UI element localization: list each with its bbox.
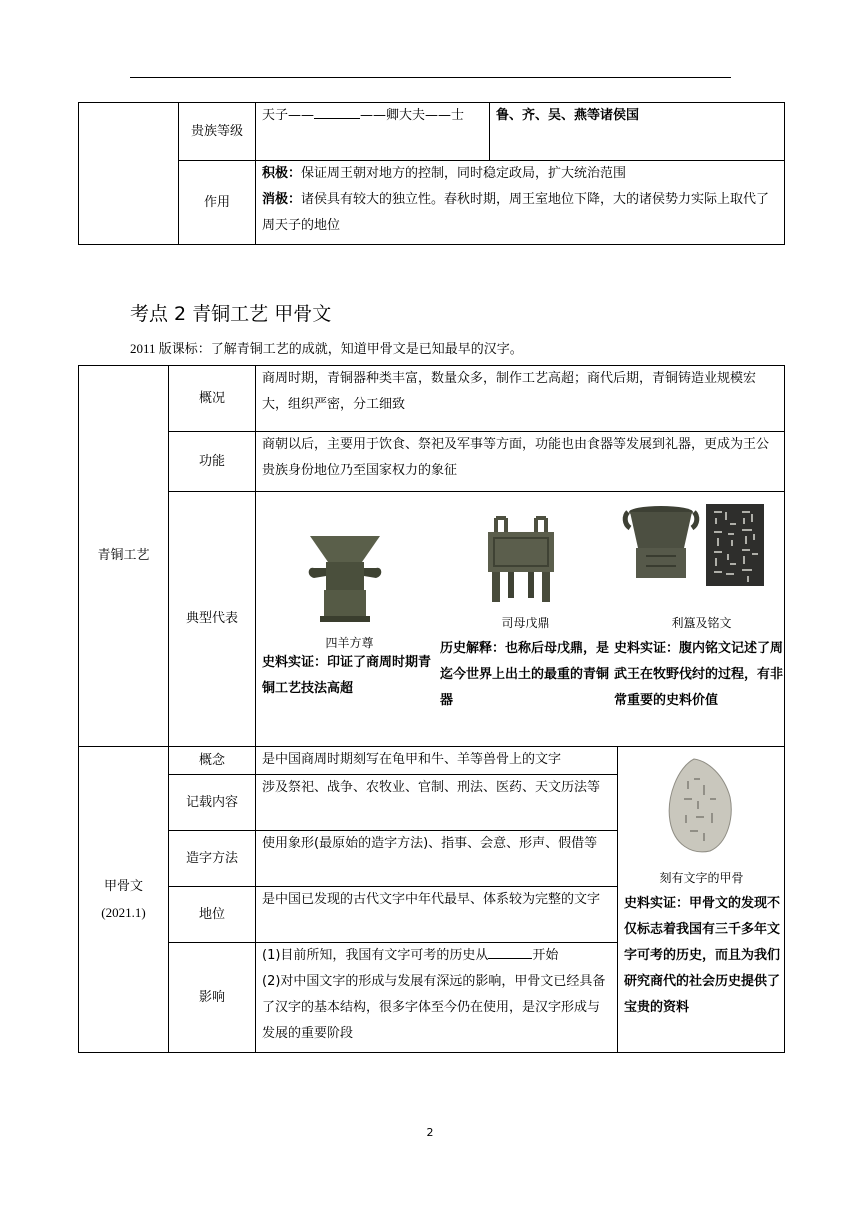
rep-item-siyang bbox=[256, 492, 432, 746]
inscription-rubbing-image bbox=[706, 504, 764, 586]
enfeoffment-table-continued bbox=[78, 102, 785, 245]
page-number: 2 bbox=[426, 1126, 434, 1139]
oracle-image-text: 史料实证：甲骨文的发现不仅标志着我国有三千多年文字可考的历史，而且为我们研究商代的社会历史提供了宝贵的资料 bbox=[624, 896, 781, 1015]
function-label: 功能 bbox=[169, 432, 256, 492]
content-label: 记载内容 bbox=[169, 775, 256, 831]
oracle-bone-image bbox=[664, 757, 736, 855]
overview-text: 商周时期，青铜器种类丰富，数量众多，制作工艺高超；商代后期，青铜铸造业规模宏大，组织严密，分工细致 bbox=[256, 366, 785, 432]
effect-label: 作用 bbox=[179, 161, 256, 245]
rep-text-1: 史料实证：印证了商周时期青铜工艺技法高超 bbox=[262, 655, 432, 696]
status-label: 地位 bbox=[169, 887, 256, 943]
method-text: 使用象形(最原始的造字方法)、指事、会意、形声、假借等 bbox=[256, 831, 618, 887]
bronze-zun-image bbox=[304, 532, 386, 624]
rank-label: 贵族等级 bbox=[179, 103, 256, 161]
rep-text-3: 史料实证：腹内铭文记述了周武王在牧野伐纣的过程，有非常重要的史料价值 bbox=[614, 641, 784, 708]
influence-label: 影响 bbox=[169, 943, 256, 1053]
concept-text: 是中国商周时期刻写在龟甲和牛、羊等兽骨上的文字 bbox=[256, 747, 618, 775]
rep-item-ligui bbox=[608, 492, 784, 746]
header-rule bbox=[130, 77, 731, 78]
status-text: 是中国已发现的古代文字中年代最早、体系较为完整的文字 bbox=[256, 887, 618, 943]
representative-label: 典型代表 bbox=[169, 492, 256, 747]
effect-text: 积极：保证周王朝对地方的控制，同时稳定政局，扩大统治范围 消极：诸侯具有较大的独立性。春秋时期，周王室地位下降，大的诸侯势力实际上取代了周天子的地位 bbox=[256, 161, 785, 245]
overview-label: 概况 bbox=[169, 366, 256, 432]
content-text: 涉及祭祀、战争、农牧业、官制、刑法、医药、天文历法等 bbox=[256, 775, 618, 831]
function-text: 商朝以后，主要用于饮食、祭祀及军事等方面，功能也由食器等发展到礼器，更成为王公贵族身份地位乃至国家权力的象征 bbox=[256, 432, 785, 492]
rank-states: 鲁、齐、吴、燕等诸侯国 bbox=[490, 103, 785, 161]
bronze-oracle-table bbox=[78, 365, 785, 1053]
rep-item-simuwu bbox=[432, 492, 608, 746]
section-title: 考点 2 青铜工艺 甲骨文 bbox=[130, 303, 332, 325]
rep-caption-1: 四羊方尊 bbox=[325, 636, 374, 650]
oracle-category: 甲骨文 (2021.1) bbox=[79, 747, 169, 1053]
representative-items bbox=[256, 492, 785, 747]
concept-label: 概念 bbox=[169, 747, 256, 775]
rank-value: 天子—— ——卿大夫——士 bbox=[256, 103, 490, 161]
fill-blank[interactable] bbox=[488, 944, 532, 959]
method-label: 造字方法 bbox=[169, 831, 256, 887]
curriculum-note: 2011 版课标：了解青铜工艺的成就，知道甲骨文是已知最早的汉字。 bbox=[130, 341, 523, 356]
fill-blank[interactable] bbox=[314, 104, 360, 119]
oracle-caption: 刻有文字的甲骨 bbox=[659, 871, 744, 885]
rep-caption-3: 利簋及铭文 bbox=[671, 616, 732, 630]
bronze-gui-image bbox=[622, 502, 700, 582]
bronze-category: 青铜工艺 bbox=[79, 366, 169, 747]
rep-text-2b: 历史解释：也称后母戊鼎，是迄今世界上出土的最重的青铜器 bbox=[440, 641, 610, 708]
oracle-image-cell bbox=[618, 747, 785, 1053]
category-cell-empty bbox=[79, 103, 179, 245]
rep-caption-2: 司母戊鼎 bbox=[501, 616, 550, 630]
bronze-ding-image bbox=[482, 516, 560, 604]
influence-text: (1)目前所知，我国有文字可考的历史从 开始 (2)对中国文字的形成与发展有深远的影响，甲骨文已经具备了汉字的基本结构，很多字体至今仍在使用，是汉字形成与发展的重要阶段 bbox=[256, 943, 618, 1053]
